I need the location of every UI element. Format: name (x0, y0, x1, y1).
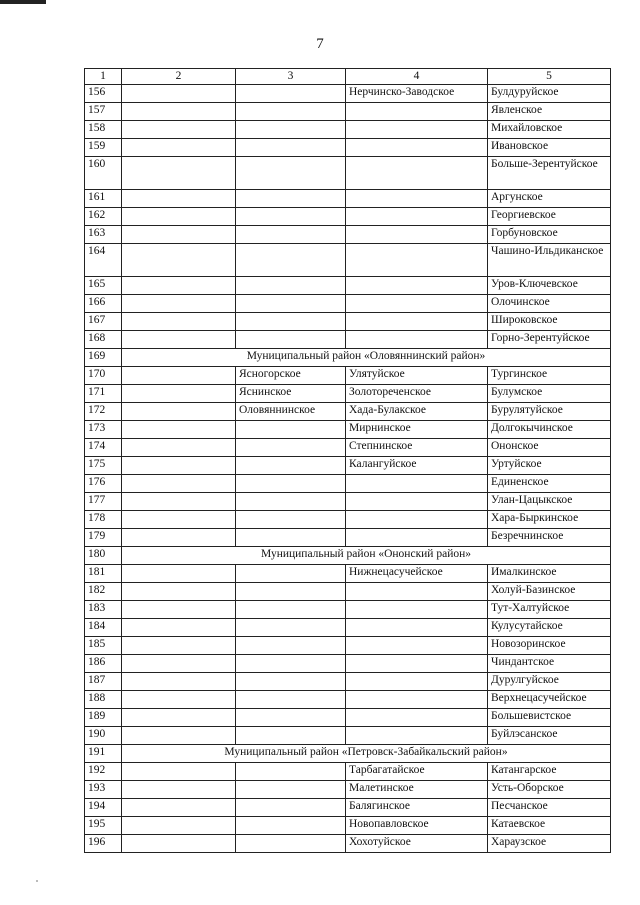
column-2-cell (122, 709, 236, 727)
table-row (85, 157, 611, 190)
column-4-cell (346, 208, 488, 226)
settlement-cell: Широковское (488, 313, 611, 331)
column-4-cell: Золотореченское (346, 385, 488, 403)
row-number: 195 (85, 817, 122, 835)
section-row (85, 547, 611, 565)
table-row (85, 709, 611, 727)
row-number: 161 (85, 190, 122, 208)
column-3-cell (236, 139, 346, 157)
column-2-cell (122, 835, 236, 853)
row-number: 187 (85, 673, 122, 691)
row-number: 156 (85, 85, 122, 103)
row-number: 194 (85, 799, 122, 817)
column-4-cell: Малетинское (346, 781, 488, 799)
settlement-cell: Единенское (488, 475, 611, 493)
column-2-cell (122, 139, 236, 157)
row-number: 191 (85, 745, 122, 763)
table-row (85, 385, 611, 403)
column-2-cell (122, 565, 236, 583)
table-row (85, 208, 611, 226)
section-title: Муниципальный район «Ононский район» (122, 547, 611, 565)
table-row (85, 835, 611, 853)
column-4-cell (346, 619, 488, 637)
table-row (85, 583, 611, 601)
settlement-cell: Безречнинское (488, 529, 611, 547)
column-3-cell (236, 709, 346, 727)
table-row (85, 367, 611, 385)
row-number: 181 (85, 565, 122, 583)
table-row (85, 439, 611, 457)
row-number: 173 (85, 421, 122, 439)
table-row (85, 763, 611, 781)
column-4-cell (346, 295, 488, 313)
table-row (85, 139, 611, 157)
column-2-cell (122, 511, 236, 529)
section-row (85, 745, 611, 763)
column-4-cell (346, 583, 488, 601)
settlement-cell: Катангарское (488, 763, 611, 781)
table-row (85, 511, 611, 529)
column-2-cell (122, 781, 236, 799)
column-2-cell (122, 457, 236, 475)
column-header: 2 (122, 69, 236, 85)
scan-speck (36, 880, 38, 882)
column-4-cell: Мирнинское (346, 421, 488, 439)
column-4-cell (346, 709, 488, 727)
section-title: Муниципальный район «Петровск-Забайкальский район» (122, 745, 611, 763)
column-3-cell (236, 331, 346, 349)
section-row (85, 349, 611, 367)
column-3-cell (236, 565, 346, 583)
table-row (85, 799, 611, 817)
row-number: 167 (85, 313, 122, 331)
table-row (85, 619, 611, 637)
row-number: 176 (85, 475, 122, 493)
table-row (85, 244, 611, 277)
table-row (85, 637, 611, 655)
table-row (85, 601, 611, 619)
table-row (85, 190, 611, 208)
column-2-cell (122, 157, 236, 190)
table-row (85, 781, 611, 799)
settlement-cell: Михайловское (488, 121, 611, 139)
row-number: 180 (85, 547, 122, 565)
column-3-cell (236, 727, 346, 745)
row-number: 172 (85, 403, 122, 421)
row-number: 188 (85, 691, 122, 709)
row-number: 196 (85, 835, 122, 853)
column-2-cell (122, 295, 236, 313)
column-2-cell (122, 121, 236, 139)
settlement-cell: Буйлэсанское (488, 727, 611, 745)
column-2-cell (122, 190, 236, 208)
column-4-cell (346, 529, 488, 547)
column-4-cell (346, 637, 488, 655)
column-3-cell (236, 799, 346, 817)
column-3-cell (236, 655, 346, 673)
settlement-cell: Катаевское (488, 817, 611, 835)
column-4-cell (346, 475, 488, 493)
row-number: 168 (85, 331, 122, 349)
settlement-cell: Кулусутайское (488, 619, 611, 637)
column-4-cell (346, 655, 488, 673)
column-3-cell (236, 103, 346, 121)
column-4-cell: Балягинское (346, 799, 488, 817)
row-number: 163 (85, 226, 122, 244)
table-row (85, 691, 611, 709)
column-3-cell (236, 673, 346, 691)
table-row (85, 403, 611, 421)
table-row (85, 85, 611, 103)
section-title: Муниципальный район «Оловяннинский район» (122, 349, 611, 367)
settlement-cell: Чашино-Ильдиканское (488, 244, 611, 277)
column-3-cell (236, 601, 346, 619)
row-number: 178 (85, 511, 122, 529)
column-4-cell (346, 511, 488, 529)
table-row (85, 295, 611, 313)
settlement-cell: Больше-Зерентуйское (488, 157, 611, 190)
table-row (85, 475, 611, 493)
column-4-cell (346, 673, 488, 691)
row-number: 171 (85, 385, 122, 403)
column-2-cell (122, 85, 236, 103)
column-4-cell: Хохотуйское (346, 835, 488, 853)
table-row (85, 121, 611, 139)
settlement-cell: Хара-Быркинское (488, 511, 611, 529)
row-number: 175 (85, 457, 122, 475)
settlement-cell: Булумское (488, 385, 611, 403)
column-4-cell (346, 277, 488, 295)
column-4-cell: Калангуйское (346, 457, 488, 475)
column-3-cell (236, 475, 346, 493)
column-3-cell (236, 226, 346, 244)
row-number: 170 (85, 367, 122, 385)
column-3-cell (236, 637, 346, 655)
column-3-cell (236, 583, 346, 601)
column-4-cell (346, 244, 488, 277)
settlement-cell: Тургинское (488, 367, 611, 385)
row-number: 158 (85, 121, 122, 139)
column-2-cell (122, 817, 236, 835)
column-2-cell (122, 103, 236, 121)
table-row (85, 103, 611, 121)
settlement-cell: Горно-Зерентуйское (488, 331, 611, 349)
settlement-cell: Ононское (488, 439, 611, 457)
column-3-cell (236, 157, 346, 190)
row-number: 159 (85, 139, 122, 157)
table-row (85, 655, 611, 673)
column-header: 1 (85, 69, 122, 85)
column-2-cell (122, 226, 236, 244)
column-3-cell: Яснинское (236, 385, 346, 403)
settlement-cell: Хараузское (488, 835, 611, 853)
column-3-cell (236, 439, 346, 457)
settlement-cell: Чиндантское (488, 655, 611, 673)
table-row (85, 565, 611, 583)
table-header-row (85, 69, 611, 85)
table-row (85, 457, 611, 475)
column-4-cell (346, 157, 488, 190)
table-row (85, 673, 611, 691)
column-3-cell (236, 244, 346, 277)
row-number: 177 (85, 493, 122, 511)
settlement-cell: Улан-Цацыкское (488, 493, 611, 511)
column-3-cell (236, 619, 346, 637)
column-4-cell (346, 313, 488, 331)
column-2-cell (122, 367, 236, 385)
settlement-cell: Песчанское (488, 799, 611, 817)
row-number: 165 (85, 277, 122, 295)
settlement-cell: Уртуйское (488, 457, 611, 475)
column-3-cell (236, 781, 346, 799)
column-2-cell (122, 601, 236, 619)
row-number: 190 (85, 727, 122, 745)
column-3-cell (236, 511, 346, 529)
settlement-cell: Георгиевское (488, 208, 611, 226)
row-number: 186 (85, 655, 122, 673)
table-row (85, 313, 611, 331)
column-2-cell (122, 673, 236, 691)
row-number: 179 (85, 529, 122, 547)
column-2-cell (122, 529, 236, 547)
settlement-cell: Булдуруйское (488, 85, 611, 103)
column-4-cell (346, 691, 488, 709)
column-3-cell: Оловяннинское (236, 403, 346, 421)
settlement-cell: Олочинское (488, 295, 611, 313)
corner-mark (0, 0, 46, 4)
page-number: 7 (316, 36, 324, 52)
table-row (85, 277, 611, 295)
column-2-cell (122, 619, 236, 637)
column-3-cell (236, 493, 346, 511)
row-number: 164 (85, 244, 122, 277)
row-number: 160 (85, 157, 122, 190)
column-3-cell (236, 835, 346, 853)
settlement-cell: Дурулгуйское (488, 673, 611, 691)
table-row (85, 421, 611, 439)
column-3-cell (236, 817, 346, 835)
column-2-cell (122, 493, 236, 511)
row-number: 157 (85, 103, 122, 121)
column-3-cell (236, 529, 346, 547)
column-4-cell (346, 601, 488, 619)
column-2-cell (122, 637, 236, 655)
settlement-cell: Аргунское (488, 190, 611, 208)
column-2-cell (122, 277, 236, 295)
settlement-cell: Долгокычинское (488, 421, 611, 439)
column-4-cell (346, 727, 488, 745)
column-4-cell: Тарбагатайское (346, 763, 488, 781)
settlements-table (84, 68, 611, 853)
row-number: 185 (85, 637, 122, 655)
row-number: 162 (85, 208, 122, 226)
column-2-cell (122, 475, 236, 493)
column-2-cell (122, 439, 236, 457)
column-4-cell: Улятуйское (346, 367, 488, 385)
settlement-cell: Новозоринское (488, 637, 611, 655)
settlement-cell: Бурулятуйское (488, 403, 611, 421)
table-row (85, 727, 611, 745)
row-number: 189 (85, 709, 122, 727)
table-row (85, 493, 611, 511)
settlement-cell: Ималкинское (488, 565, 611, 583)
column-4-cell: Хада-Булакское (346, 403, 488, 421)
table-row (85, 331, 611, 349)
column-3-cell (236, 457, 346, 475)
column-3-cell: Ясногорское (236, 367, 346, 385)
settlement-cell: Горбуновское (488, 226, 611, 244)
column-3-cell (236, 295, 346, 313)
row-number: 182 (85, 583, 122, 601)
column-header: 4 (346, 69, 488, 85)
column-3-cell (236, 85, 346, 103)
column-2-cell (122, 727, 236, 745)
column-2-cell (122, 385, 236, 403)
column-2-cell (122, 208, 236, 226)
column-2-cell (122, 331, 236, 349)
column-2-cell (122, 244, 236, 277)
column-header: 5 (488, 69, 611, 85)
row-number: 183 (85, 601, 122, 619)
column-3-cell (236, 208, 346, 226)
settlement-cell: Холуй-Базинское (488, 583, 611, 601)
column-4-cell (346, 493, 488, 511)
settlement-cell: Большевистское (488, 709, 611, 727)
column-3-cell (236, 190, 346, 208)
column-4-cell (346, 103, 488, 121)
settlement-cell: Тут-Халтуйское (488, 601, 611, 619)
column-2-cell (122, 799, 236, 817)
table-row (85, 226, 611, 244)
row-number: 166 (85, 295, 122, 313)
column-2-cell (122, 583, 236, 601)
column-4-cell (346, 190, 488, 208)
row-number: 193 (85, 781, 122, 799)
column-4-cell (346, 121, 488, 139)
settlement-cell: Ивановское (488, 139, 611, 157)
table-row (85, 817, 611, 835)
column-2-cell (122, 421, 236, 439)
column-2-cell (122, 655, 236, 673)
column-4-cell: Новопавловское (346, 817, 488, 835)
settlement-cell: Уров-Ключевское (488, 277, 611, 295)
column-2-cell (122, 691, 236, 709)
column-3-cell (236, 277, 346, 295)
column-4-cell (346, 139, 488, 157)
column-3-cell (236, 691, 346, 709)
settlement-cell: Верхнецасучейское (488, 691, 611, 709)
column-header: 3 (236, 69, 346, 85)
column-4-cell: Степнинское (346, 439, 488, 457)
settlement-cell: Явленское (488, 103, 611, 121)
row-number: 169 (85, 349, 122, 367)
column-2-cell (122, 313, 236, 331)
column-3-cell (236, 421, 346, 439)
row-number: 192 (85, 763, 122, 781)
table-row (85, 529, 611, 547)
column-3-cell (236, 313, 346, 331)
column-4-cell: Нерчинско-Заводское (346, 85, 488, 103)
settlement-cell: Усть-Оборское (488, 781, 611, 799)
column-3-cell (236, 121, 346, 139)
column-2-cell (122, 763, 236, 781)
column-3-cell (236, 763, 346, 781)
column-2-cell (122, 403, 236, 421)
row-number: 184 (85, 619, 122, 637)
row-number: 174 (85, 439, 122, 457)
column-4-cell: Нижнецасучейское (346, 565, 488, 583)
column-4-cell (346, 331, 488, 349)
column-4-cell (346, 226, 488, 244)
